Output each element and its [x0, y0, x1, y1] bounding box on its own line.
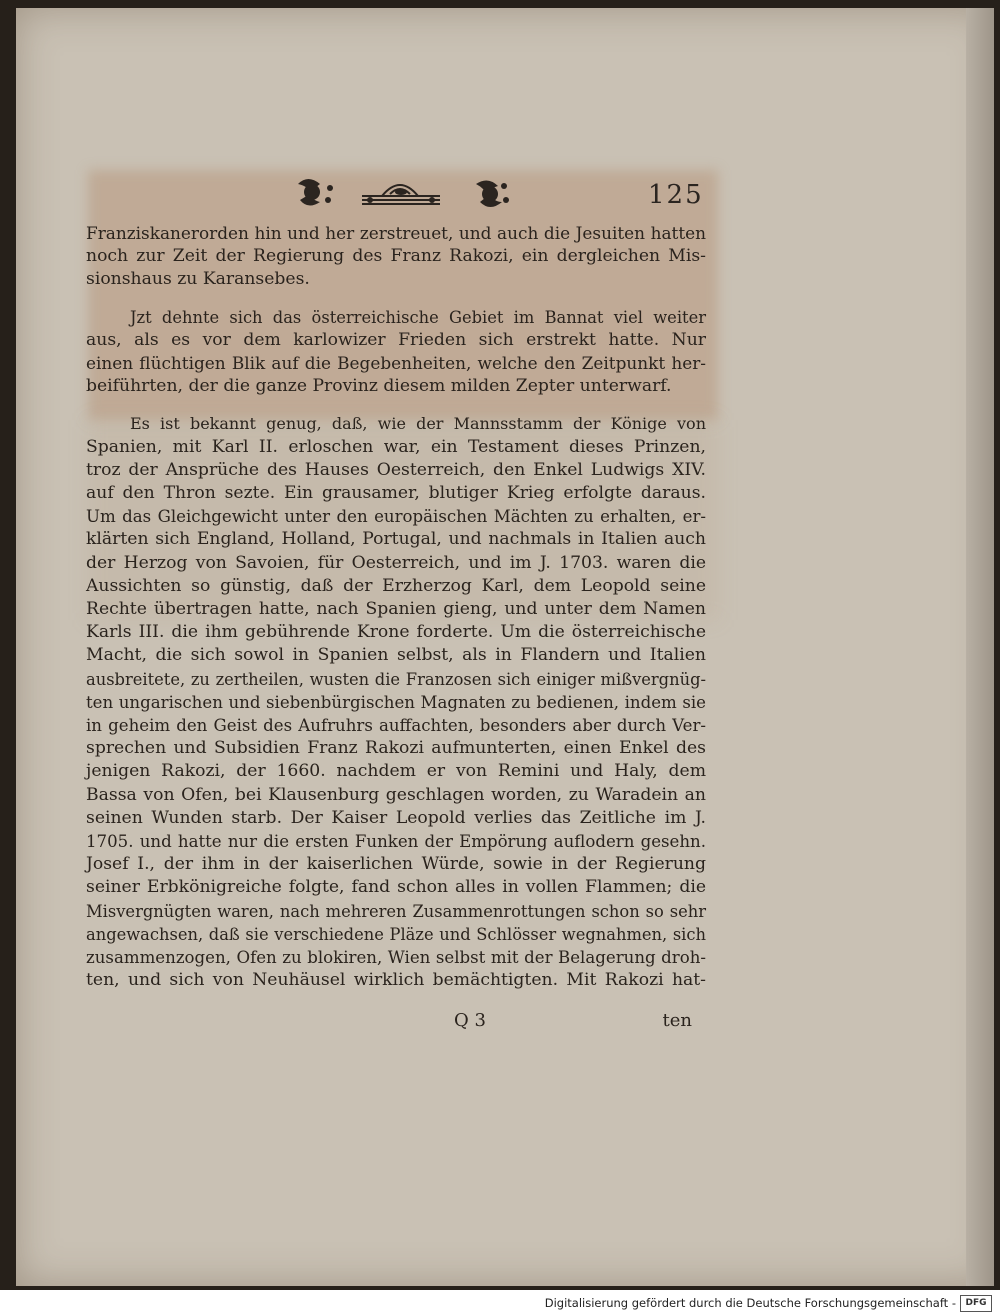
text-line: Franziskanerorden hin und her zerstreuet, und auch die Jesuiten hatten	[86, 223, 706, 243]
text-line: seinen Wunden starb. Der Kaiser Leopold verlies das Zeitliche im J.	[86, 807, 706, 828]
paragraph-2	[86, 306, 706, 399]
text-line: sprechen und Subsidien Franz Rakozi aufmunterten, einen Enkel des	[86, 738, 706, 759]
text-line: Rechte übertragen hatte, nach Spanien gieng, und unter dem Namen	[86, 599, 706, 620]
text-line: beiführten, der die ganze Provinz diesem milden Zepter unterwarf.	[86, 376, 672, 397]
text-line: jenigen Rakozi, der 1660. nachdem er von Remini und Haly, dem	[86, 761, 706, 782]
text-line: einen flüchtigen Blik auf die Begebenheiten, welche den Zeitpunkt her-	[86, 353, 706, 374]
text-line: Es ist bekannt genug, daß, wie der Mannsstamm der Könige von	[130, 414, 706, 434]
text-line: noch zur Zeit der Regierung des Franz Rakozi, ein dergleichen Mis-	[86, 246, 706, 267]
text-line: Macht, die sich sowol in Spanien selbst, als in Flandern und Italien	[86, 645, 706, 666]
text-line: zusammenzogen, Ofen zu blokiren, Wien selbst mit der Belagerung droh-	[86, 948, 706, 968]
text-line: angewachsen, daß sie verschiedene Pläze und Schlösser wegnahmen, sich	[86, 924, 706, 944]
dfg-logo-icon: DFG	[960, 1295, 992, 1312]
text-line: seiner Erbkönigreiche folgte, fand schon alles in vollen Flammen; die	[86, 877, 706, 898]
headpiece-ornament-icon	[290, 170, 590, 220]
digitization-footer	[0, 1290, 1000, 1316]
paragraph-1	[86, 222, 706, 292]
page-number: 125	[648, 180, 704, 210]
text-line: klärten sich England, Holland, Portugal, und nachmals in Italien auch	[86, 529, 706, 550]
text-line: troz der Ansprüche des Hauses Oesterreich, den Enkel Ludwigs XIV.	[86, 459, 706, 480]
text-line: Spanien, mit Karl II. erloschen war, ein Testament dieses Prinzen,	[86, 436, 706, 457]
text-line: aus, als es vor dem karlowizer Frieden sich erstrekt hatte. Nur	[86, 329, 706, 350]
text-line: ten ungarischen und siebenbürgischen Magnaten zu bedienen, indem sie	[86, 692, 706, 712]
text-line: Karls III. die ihm gebührende Krone forderte. Um die österreichische	[86, 622, 706, 643]
text-line: in geheim den Geist des Aufruhrs auffachten, besonders aber durch Ver-	[86, 716, 706, 736]
text-line: ten, und sich von Neuhäusel wirklich bemächtigten. Mit Rakozi hat-	[86, 970, 706, 991]
text-line: Bassa von Ofen, bei Klausenburg geschlagen worden, zu Waradein an	[86, 784, 706, 805]
page-edge	[966, 8, 994, 1286]
text-line: sionshaus zu Karansebes.	[86, 269, 310, 290]
text-line: Jzt dehnte sich das österreichische Gebiet im Bannat viel weiter	[130, 307, 706, 327]
page-foot	[86, 1010, 706, 1040]
footer-credit: Digitalisierung gefördert durch die Deutsche Forschungsgemeinschaft -	[544, 1296, 956, 1310]
text-line: Josef I., der ihm in der kaiserlichen Würde, sowie in der Regierung	[86, 854, 706, 875]
catchword: ten	[662, 1010, 692, 1031]
signature-mark: Q 3	[454, 1010, 486, 1031]
paragraph-3	[86, 412, 706, 992]
text-line: ausbreitete, zu zertheilen, wusten die Franzosen sich einiger mißvergnüg-	[86, 669, 706, 689]
text-line: Misvergnügten waren, nach mehreren Zusammenrottungen schon so sehr	[86, 901, 706, 921]
text-line: 1705. und hatte nur die ersten Funken der Empörung auflodern gesehn.	[86, 832, 706, 852]
text-line: der Herzog von Savoien, für Oesterreich, und im J. 1703. waren die	[86, 552, 706, 573]
text-line: Aussichten so günstig, daß der Erzherzog Karl, dem Leopold seine	[86, 575, 706, 596]
body-text	[86, 222, 706, 993]
text-line: auf den Thron sezte. Ein grausamer, blutiger Krieg erfolgte daraus.	[86, 483, 706, 504]
text-line: Um das Gleichgewicht unter den europäischen Mächten zu erhalten, er-	[86, 507, 706, 527]
